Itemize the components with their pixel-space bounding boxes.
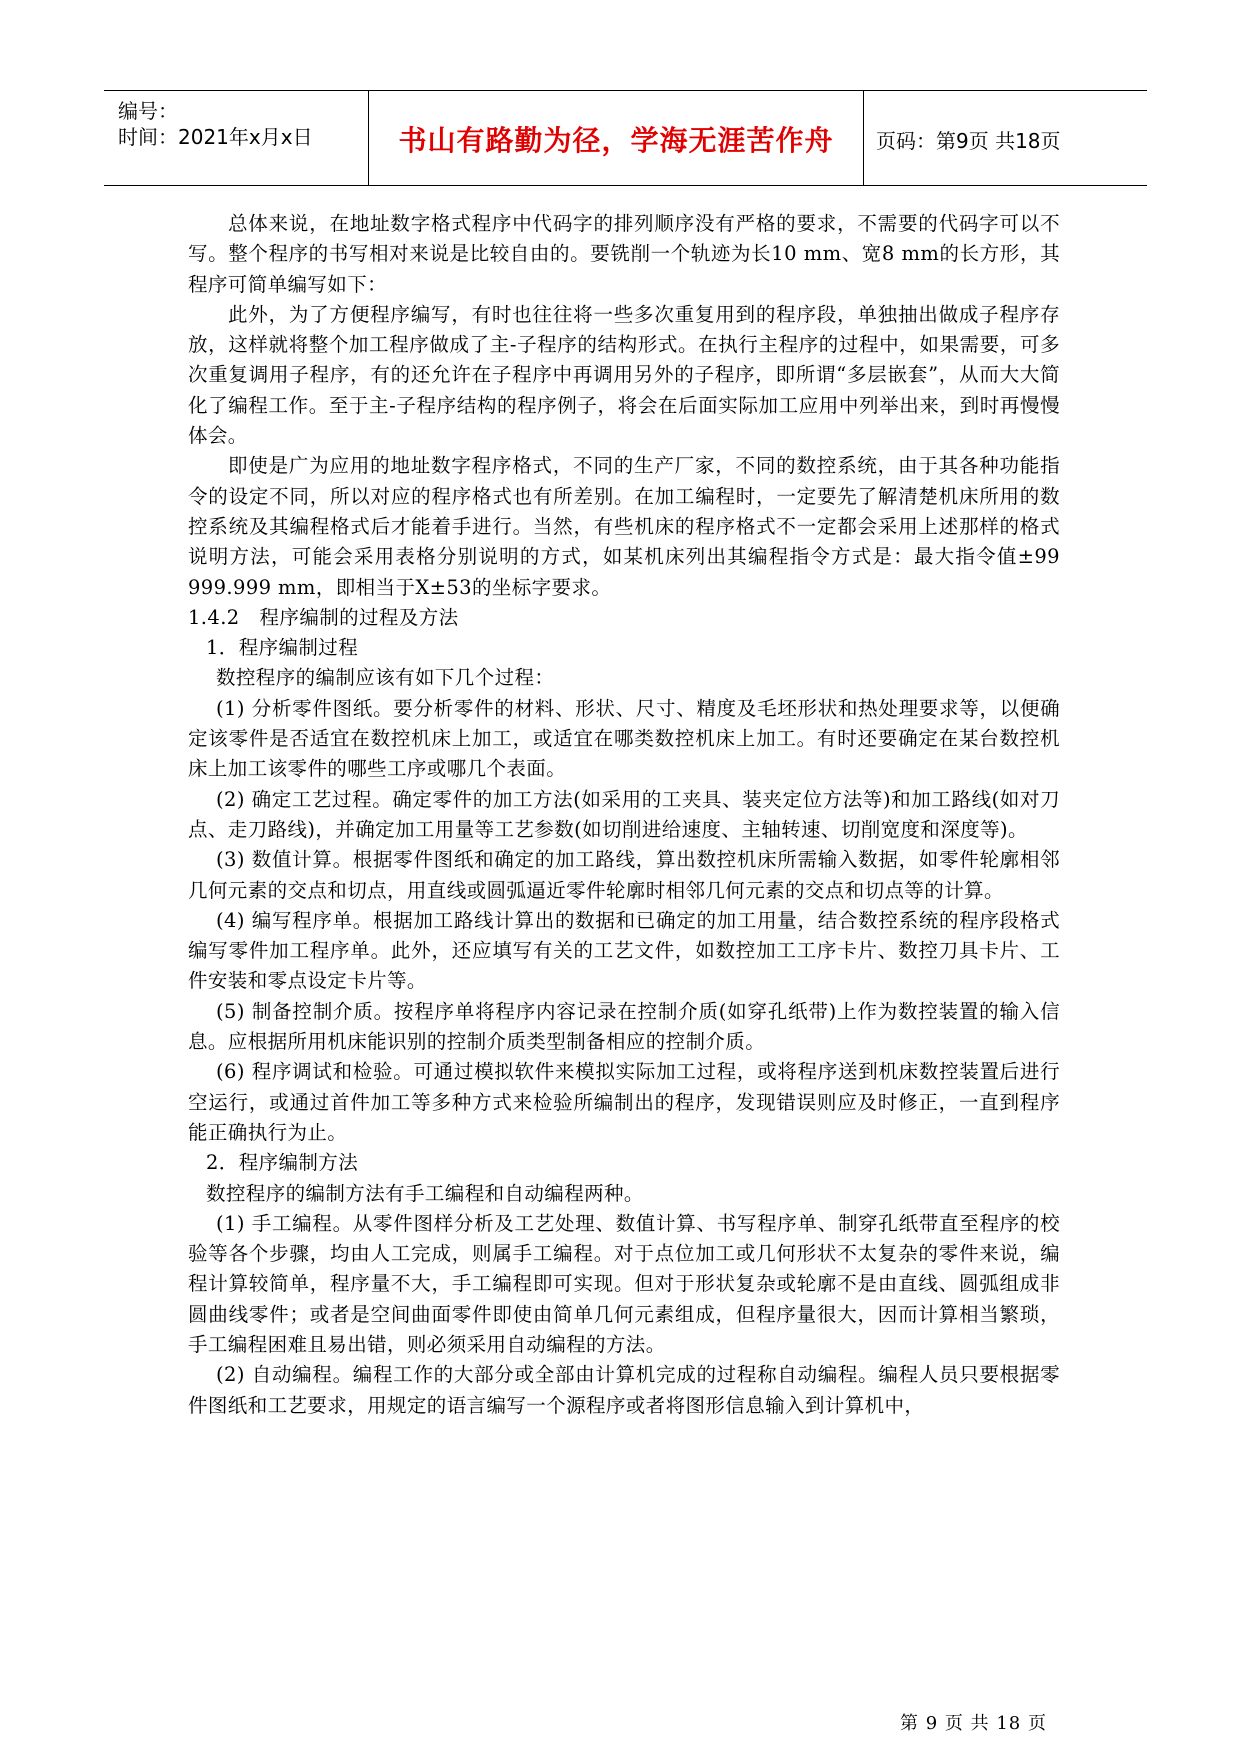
header-motto: 书山有路勤为径，学海无涯苦作舟	[398, 124, 834, 157]
list-item: (1) 分析零件图纸。要分析零件的材料、形状、尺寸、精度及毛坯形状和热处理要求等，以便确定该零件是否适宜在数控机床上加工，或适宜在哪类数控机床上加工。有时还要确定在某台数控机床上加工该零件的哪些工序或哪几个表面。	[188, 696, 1060, 781]
paragraph: 数控程序的编制应该有如下几个过程：	[216, 666, 555, 690]
list-item: (2) 确定工艺过程。确定零件的加工方法(如采用的工夹具、装夹定位方法等)和加工路线(如对刀点、走刀路线)，并确定加工用量等工艺参数(如切削进给速度、主轴转速、切削宽度和深度等)。	[188, 787, 1060, 841]
list-item: (5) 制备控制介质。按程序单将程序内容记录在控制介质(如穿孔纸带)上作为数控装置的输入信息。应根据所用机床能识别的控制介质类型制备相应的控制介质。	[188, 999, 1060, 1054]
paragraph: 即使是广为应用的地址数字程序格式，不同的生产厂家，不同的数控系统，由于其各种功能指令的设定不同，所以对应的程序格式也有所差别。在加工编程时，一定要先了解清楚机床所用的数控系统及其编程格式后才能着手进行。当然，有些机床的程序格式不一定都会采用上述那样的格式说明方法，可能会采用表格分别说明的方式，如某机床列出其编程指令方式是：最大指令值±99 999.999 mm，即相当于X±53的坐标字要求。	[188, 454, 1060, 599]
subsection-heading: 1．程序编制过程	[206, 636, 359, 660]
page-footer: 第 9 页 共 18 页	[900, 1713, 1047, 1734]
header-left-cell	[104, 91, 369, 185]
paragraph: 数控程序的编制方法有手工编程和自动编程两种。	[206, 1181, 644, 1205]
header-page-info: 页码：第9页 共18页	[876, 129, 1061, 153]
header-middle-cell	[369, 91, 864, 185]
list-item: (1) 手工编程。从零件图样分析及工艺处理、数值计算、书写程序单、制穿孔纸带直至程序的校验等各个步骤，均由人工完成，则属手工编程。对于点位加工或几何形状不太复杂的零件来说，编程计算较简单，程序量不大，手工编程即可实现。但对于形状复杂或轮廓不是由直线、圆弧组成非圆曲线零件；或者是空间曲面零件即使由简单几何元素组成，但程序量很大，因而计算相当繁琐，手工编程困难且易出错，则必须采用自动编程的方法。	[188, 1211, 1060, 1356]
list-item: (6) 程序调试和检验。可通过模拟软件来模拟实际加工过程，或将程序送到机床数控装置后进行空运行，或通过首件加工等多种方式来检验所编制出的程序，发现错误则应及时修正，一直到程序能正确执行为止。	[188, 1060, 1060, 1144]
list-item: (3) 数值计算。根据零件图纸和确定的加工路线，算出数控机床所需输入数据，如零件轮廓相邻几何元素的交点和切点，用直线或圆弧逼近零件轮廓时相邻几何元素的交点和切点等的计算。	[188, 848, 1060, 902]
document-body	[188, 209, 1060, 1421]
list-item: (2) 自动编程。编程工作的大部分或全部由计算机完成的过程称自动编程。编程人员只要根据零件图纸和工艺要求，用规定的语言编写一个源程序或者将图形信息输入到计算机中，	[188, 1363, 1060, 1417]
list-item: (4) 编写程序单。根据加工路线计算出的数据和已确定的加工用量，结合数控系统的程序段格式编写零件加工程序单。此外，还应填写有关的工艺文件，如数控加工工序卡片、数控刀具卡片、工件安装和零点设定卡片等。	[188, 908, 1060, 993]
page-header	[104, 90, 1147, 186]
header-right-cell	[864, 91, 1147, 185]
paragraph: 此外，为了方便程序编写，有时也往往将一些多次重复用到的程序段，单独抽出做成子程序存放，这样就将整个加工程序做成了主-子程序的结构形式。在执行主程序的过程中，如果需要，可多次重复调用子程序，有的还允许在子程序中再调用另外的子程序，即所谓“多层嵌套”，从而大大简化了编程工作。至于主-子程序结构的程序例子，将会在后面实际加工应用中列举出来，到时再慢慢体会。	[188, 302, 1060, 448]
document-number-label: 编号：	[118, 99, 178, 123]
document-time-label: 时间：2021年x月x日	[118, 125, 313, 149]
section-heading: 1.4.2 程序编制的过程及方法	[188, 605, 459, 629]
paragraph: 总体来说，在地址数字格式程序中代码字的排列顺序没有严格的要求，不需要的代码字可以不写。整个程序的书写相对来说是比较自由的。要铣削一个轨迹为长10 mm、宽8 mm的长方形，其程序可简单编写如下：	[188, 212, 1060, 296]
subsection-heading: 2．程序编制方法	[206, 1151, 359, 1175]
